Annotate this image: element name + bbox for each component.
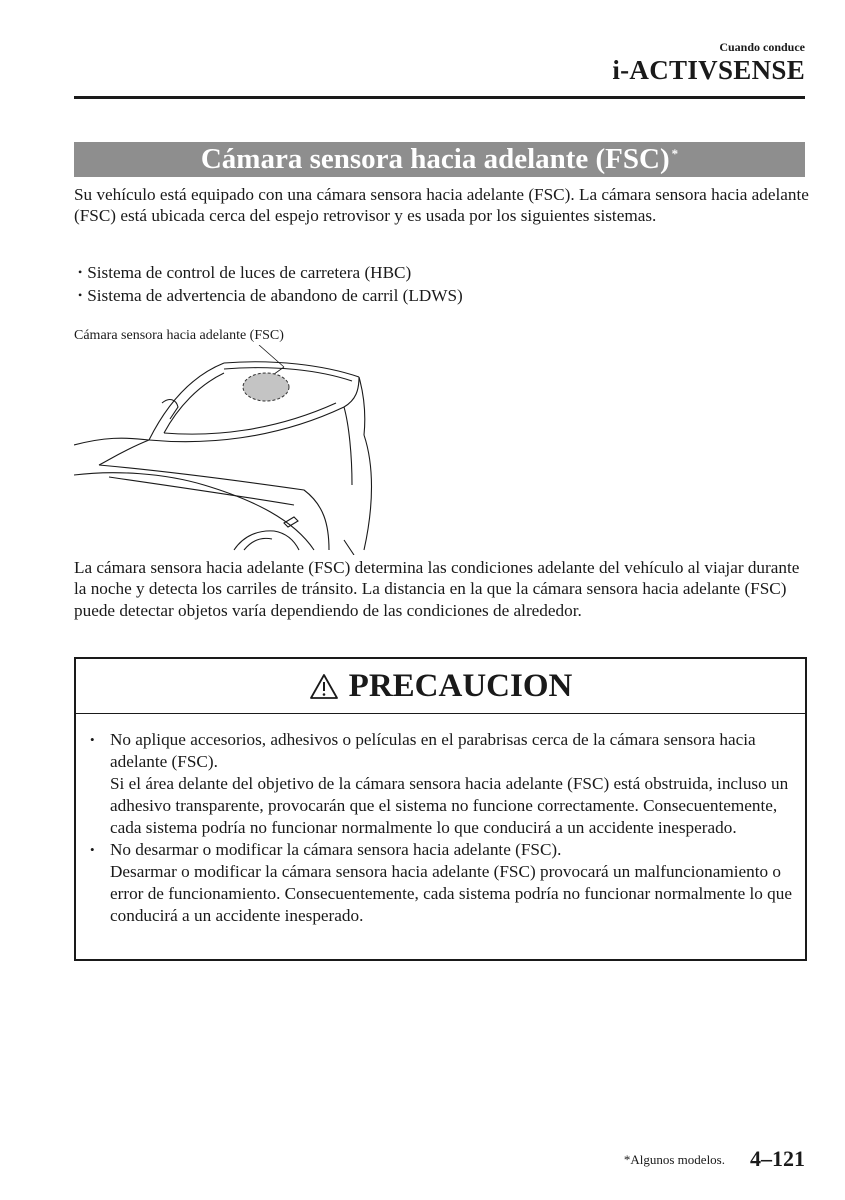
warning-triangle-icon bbox=[309, 673, 339, 700]
header-rule bbox=[74, 96, 805, 99]
list-item: • Sistema de control de luces de carretera (HBC) bbox=[78, 262, 463, 285]
windshield-camera-illustration bbox=[74, 345, 404, 555]
list-item: • Sistema de advertencia de abandono de carril (LDWS) bbox=[78, 285, 463, 308]
intro-paragraph: Su vehículo está equipado con una cámara sensora hacia adelante (FSC). La cámara sensora hacia adelante (FSC) está ubicada cerca del espejo retrovisor y es usada por los siguientes sistemas. bbox=[74, 185, 809, 226]
section-title-bar bbox=[74, 142, 805, 177]
footer-note: *Algunos modelos. bbox=[623, 1152, 725, 1167]
header-title: i-ACTIVSENSE bbox=[612, 55, 805, 85]
list-item bbox=[90, 839, 798, 927]
caution-item-lead: • No aplique accesorios, adhesivos o películas en el parabrisas cerca de la cámara sensora hacia adelante (FSC). bbox=[110, 730, 756, 771]
systems-list bbox=[78, 262, 463, 309]
caution-header bbox=[76, 659, 805, 714]
description-paragraph: La cámara sensora hacia adelante (FSC) determina las condiciones adelante del vehículo al viajar durante la noche y detecta los carriles de tránsito. La distancia en la que la cámara sensora hacia adelante (FSC) puede detectar objetos varía dependiendo de las condiciones de alrededor. bbox=[74, 558, 800, 620]
figure-label: Cámara sensora hacia adelante (FSC) bbox=[74, 328, 284, 343]
header-section-label: Cuando conduce bbox=[719, 40, 805, 54]
list-item bbox=[90, 729, 798, 839]
section-title-marker: * bbox=[671, 145, 679, 161]
caution-title: PRECAUCION bbox=[348, 667, 573, 704]
page-number: 4–121 bbox=[750, 1146, 805, 1171]
caution-item-detail: Desarmar o modificar la cámara sensora hacia adelante (FSC) provocará un malfuncionamiento o error de funcionamiento. Consecuentemente, cada sistema podría no funcionar normalmente lo que conducirá a un accidente inesperado. bbox=[110, 862, 793, 925]
section-title: Cámara sensora hacia adelante (FSC) bbox=[200, 143, 670, 175]
caution-list bbox=[90, 729, 798, 927]
caution-box bbox=[74, 657, 807, 961]
caution-item-lead: • No desarmar o modificar la cámara sensora hacia adelante (FSC). bbox=[110, 840, 562, 859]
caution-item-detail: Si el área delante del objetivo de la cámara sensora hacia adelante (FSC) está obstruida, incluso un adhesivo transparente, provocarán que el sistema no funcione correctamente. Consecuentemente, cada sistema podría no funcionar normalmente lo que conducirá a un accidente inesperado. bbox=[110, 774, 789, 837]
